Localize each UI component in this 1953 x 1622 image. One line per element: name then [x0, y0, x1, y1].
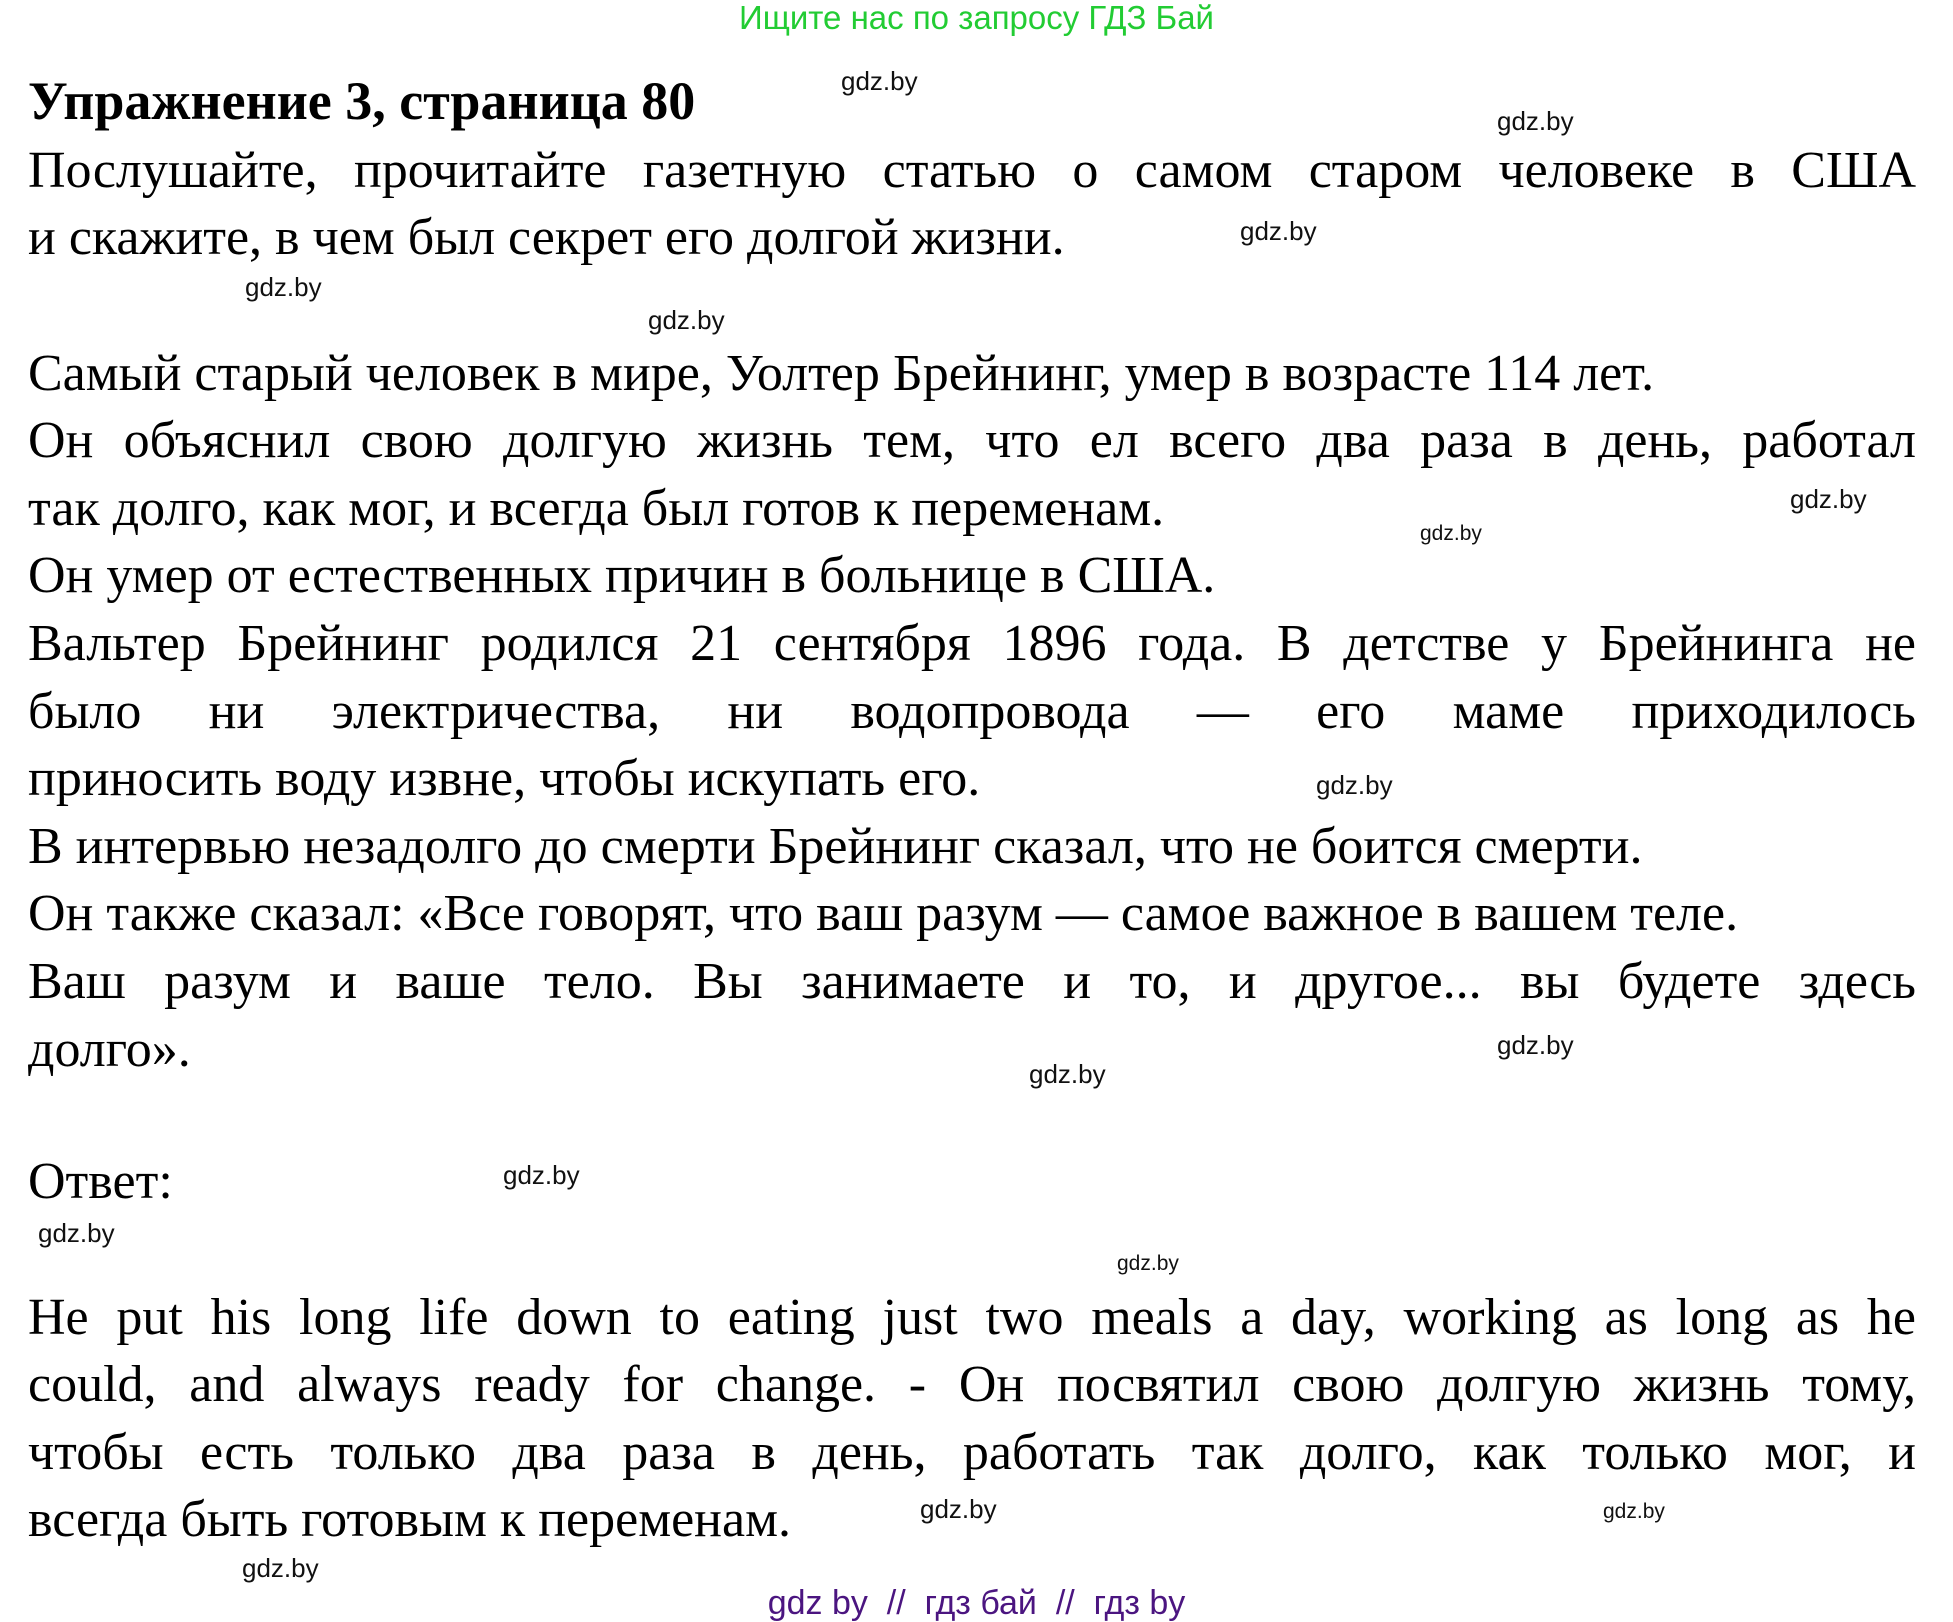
article-line: Он также сказал: «Все говорят, что ваш разум — самое важное в вашем теле.	[28, 885, 1739, 942]
watermark: gdz.by	[503, 1160, 580, 1190]
watermark: gdz.by	[1603, 1500, 1665, 1523]
watermark: gdz.by	[1497, 106, 1574, 136]
watermark: gdz.by	[1117, 1252, 1179, 1275]
watermark: gdz.by	[1240, 216, 1317, 246]
article-line: Ваш разум и ваше тело. Вы занимаете и то, и другое... вы будете здесь	[28, 953, 1916, 1010]
article-line: Он умер от естественных причин в больнице в США.	[28, 547, 1216, 604]
search-hint-banner: Ищите нас по запросу ГДЗ Бай	[739, 0, 1214, 36]
watermark: gdz.by	[245, 272, 322, 302]
watermark: gdz.by	[1790, 484, 1867, 514]
article-line: так долго, как мог, и всегда был готов к переменам.	[28, 480, 1165, 537]
article-line: Самый старый человек в мире, Уолтер Брейнинг, умер в возрасте 114 лет.	[28, 345, 1655, 402]
watermark: gdz.by	[920, 1494, 997, 1524]
watermark: gdz.by	[1029, 1059, 1106, 1089]
prompt-line: и скажите, в чем был секрет его долгой жизни.	[28, 209, 1065, 266]
prompt-line: Послушайте, прочитайте газетную статью о самом старом человеке в США	[28, 142, 1916, 199]
answer-line: чтобы есть только два раза в день, работать так долго, как только мог, и	[28, 1424, 1916, 1481]
watermark: gdz.by	[1420, 522, 1482, 545]
answer-line: He put his long life down to eating just two meals a day, working as long as he	[28, 1289, 1916, 1346]
watermark: gdz.by	[648, 305, 725, 335]
exercise-title: Упражнение 3, страница 80	[28, 71, 696, 131]
answer-label: Ответ:	[28, 1153, 173, 1210]
watermark: gdz.by	[242, 1553, 319, 1583]
article-line: приносить воду извне, чтобы искупать его.	[28, 750, 981, 807]
watermark: gdz.by	[1316, 770, 1393, 800]
watermark: gdz.by	[1497, 1030, 1574, 1060]
article-line: долго».	[28, 1021, 191, 1078]
answer-line: всегда быть готовым к переменам.	[28, 1491, 791, 1548]
answer-line: could, and always ready for change. - Он посвятил свою долгую жизнь тому,	[28, 1356, 1916, 1413]
article-line: Вальтер Брейнинг родился 21 сентября 1896 года. В детстве у Брейнинга не	[28, 615, 1916, 672]
footer-links: gdz by // гдз бай // гдз by	[767, 1584, 1186, 1622]
watermark: gdz.by	[841, 66, 918, 96]
article-line: Он объяснил свою долгую жизнь тем, что ел всего два раза в день, работал	[28, 412, 1916, 469]
article-line: В интервью незадолго до смерти Брейнинг сказал, что не боится смерти.	[28, 818, 1643, 875]
watermark: gdz.by	[38, 1218, 115, 1248]
article-line: было ни электричества, ни водопровода — его маме приходилось	[28, 683, 1916, 740]
